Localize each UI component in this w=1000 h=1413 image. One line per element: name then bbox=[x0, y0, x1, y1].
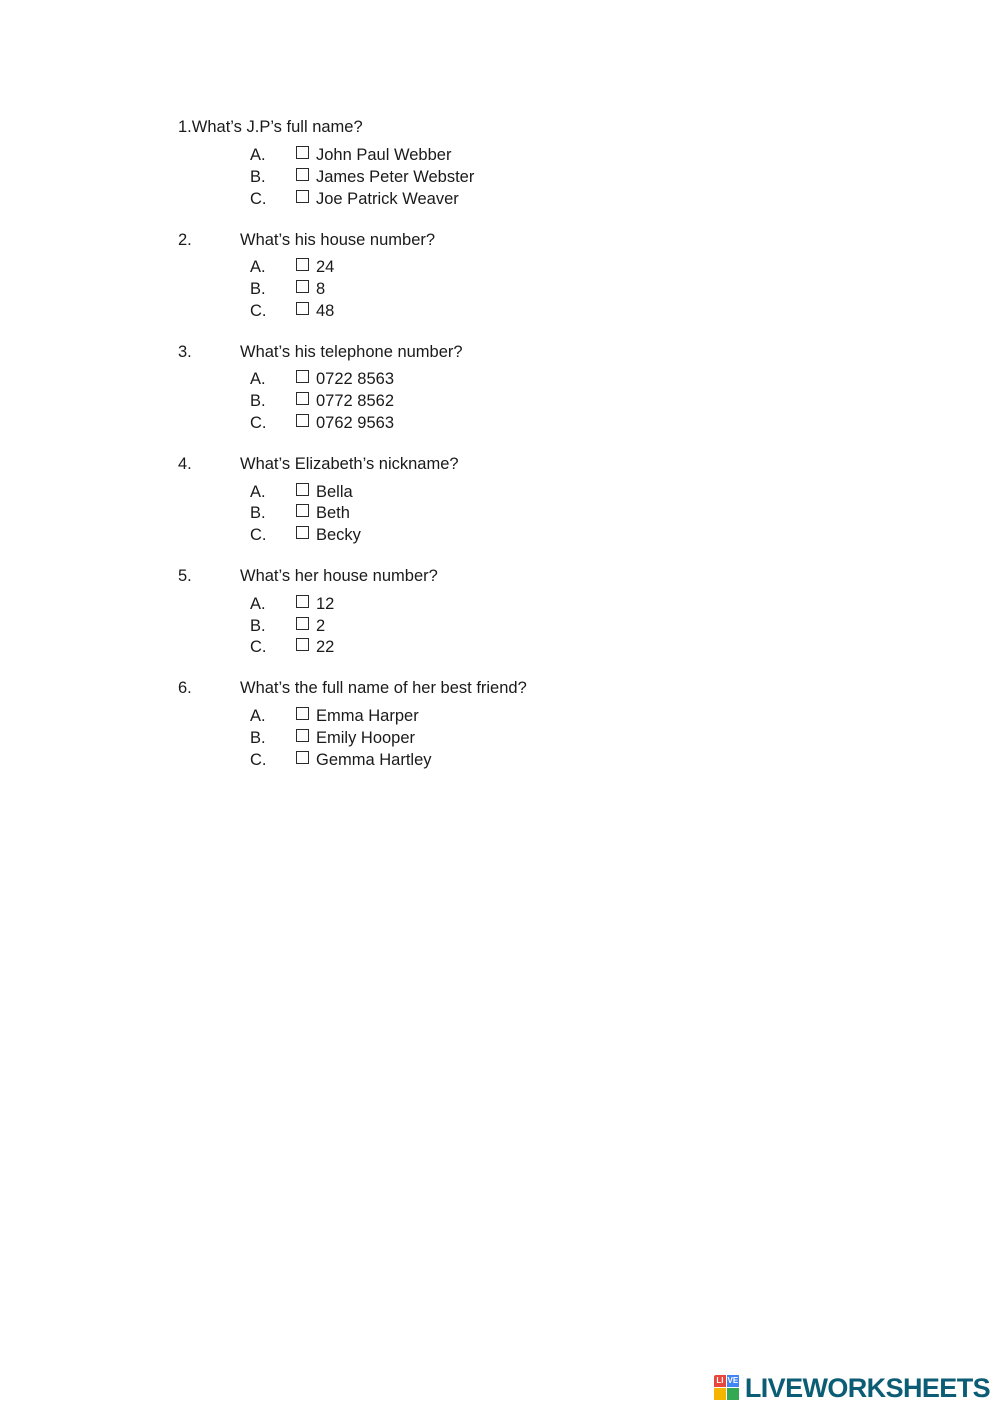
option-letter: A. bbox=[250, 706, 266, 725]
option-text: 0772 8562 bbox=[316, 392, 394, 411]
checkbox-icon[interactable] bbox=[296, 707, 309, 720]
question-block bbox=[178, 677, 878, 771]
checkbox-icon[interactable] bbox=[296, 504, 309, 517]
logo-tile-ve: VE bbox=[727, 1376, 739, 1385]
option-text: James Peter Webster bbox=[316, 168, 475, 187]
option-row[interactable] bbox=[178, 145, 878, 167]
option-text: Bella bbox=[316, 482, 353, 501]
question-text: What’s Elizabeth’s nickname? bbox=[240, 455, 459, 474]
question-text: What’s his house number? bbox=[240, 231, 436, 250]
option-text: Gemma Hartley bbox=[316, 750, 432, 769]
option-letter: C. bbox=[250, 526, 267, 545]
logo-tile-li: LI bbox=[714, 1375, 726, 1387]
option-text: Joe Patrick Weaver bbox=[316, 190, 459, 209]
question-block bbox=[178, 116, 878, 211]
checkbox-icon[interactable] bbox=[296, 617, 309, 630]
option-row[interactable] bbox=[178, 167, 878, 189]
option-row[interactable] bbox=[178, 750, 878, 772]
question-number: 6. bbox=[178, 679, 192, 698]
option-row[interactable] bbox=[178, 706, 878, 728]
option-letter: A. bbox=[250, 482, 266, 501]
option-list bbox=[178, 594, 878, 660]
option-letter: C. bbox=[250, 750, 267, 769]
liveworksheets-logo[interactable] bbox=[714, 1371, 990, 1405]
question-row bbox=[178, 565, 878, 587]
option-row[interactable] bbox=[178, 637, 878, 659]
option-text: 0762 9563 bbox=[316, 414, 394, 433]
checkbox-icon[interactable] bbox=[296, 302, 309, 315]
option-row[interactable] bbox=[178, 257, 878, 279]
option-text: 24 bbox=[316, 258, 335, 277]
option-text: John Paul Webber bbox=[316, 146, 452, 165]
question-number: 2. bbox=[178, 231, 192, 250]
question-row bbox=[178, 677, 878, 699]
option-text: 48 bbox=[316, 302, 335, 321]
option-letter: B. bbox=[250, 504, 266, 523]
option-text: Emma Harper bbox=[316, 706, 419, 725]
question-number: 1. bbox=[178, 118, 192, 136]
checkbox-icon[interactable] bbox=[296, 370, 309, 383]
option-letter: C. bbox=[250, 638, 267, 657]
checkbox-icon[interactable] bbox=[296, 146, 309, 159]
questions-container bbox=[178, 116, 878, 789]
checkbox-icon[interactable] bbox=[296, 638, 309, 651]
option-row[interactable] bbox=[178, 391, 878, 413]
option-text: 8 bbox=[316, 280, 326, 299]
option-letter: B. bbox=[250, 168, 266, 187]
logo-tile-3 bbox=[714, 1388, 726, 1400]
question-text: What’s her house number? bbox=[240, 567, 438, 586]
option-row[interactable] bbox=[178, 189, 878, 211]
option-list bbox=[178, 482, 878, 548]
option-row[interactable] bbox=[178, 525, 878, 547]
checkbox-icon[interactable] bbox=[296, 280, 309, 293]
option-letter: C. bbox=[250, 302, 267, 321]
option-list bbox=[178, 706, 878, 772]
question-number: 3. bbox=[178, 343, 192, 362]
option-text: 22 bbox=[316, 638, 335, 657]
checkbox-icon[interactable] bbox=[296, 258, 309, 271]
option-row[interactable] bbox=[178, 279, 878, 301]
option-letter: C. bbox=[250, 414, 267, 433]
checkbox-icon[interactable] bbox=[296, 595, 309, 608]
option-text: Beth bbox=[316, 504, 350, 523]
checkbox-icon[interactable] bbox=[296, 729, 309, 742]
question-row bbox=[178, 341, 878, 363]
question-text: What’s the full name of her best friend? bbox=[240, 679, 527, 698]
option-row[interactable] bbox=[178, 594, 878, 616]
question-block bbox=[178, 229, 878, 323]
liveworksheets-wordmark: LIVEWORKSHEETS bbox=[744, 1372, 990, 1403]
option-letter: A. bbox=[250, 594, 266, 613]
question-number: 4. bbox=[178, 455, 192, 474]
option-text: Emily Hooper bbox=[316, 728, 416, 747]
question-block bbox=[178, 565, 878, 659]
option-letter: C. bbox=[250, 190, 267, 209]
option-row[interactable] bbox=[178, 413, 878, 435]
question-row bbox=[178, 116, 878, 138]
question-row bbox=[178, 229, 878, 251]
checkbox-icon[interactable] bbox=[296, 392, 309, 405]
option-letter: B. bbox=[250, 280, 266, 299]
option-list bbox=[178, 145, 878, 211]
checkbox-icon[interactable] bbox=[296, 751, 309, 764]
checkbox-icon[interactable] bbox=[296, 190, 309, 203]
option-row[interactable] bbox=[178, 616, 878, 638]
option-text: Becky bbox=[316, 526, 361, 545]
checkbox-icon[interactable] bbox=[296, 414, 309, 427]
checkbox-icon[interactable] bbox=[296, 168, 309, 181]
option-row[interactable] bbox=[178, 301, 878, 323]
option-text: 12 bbox=[316, 594, 335, 613]
option-list bbox=[178, 369, 878, 435]
option-row[interactable] bbox=[178, 728, 878, 750]
question-text: What’s J.P’s full name? bbox=[191, 118, 363, 136]
option-row[interactable] bbox=[178, 503, 878, 525]
option-letter: A. bbox=[250, 146, 266, 165]
option-letter: B. bbox=[250, 728, 266, 747]
option-letter: B. bbox=[250, 616, 266, 635]
checkbox-icon[interactable] bbox=[296, 483, 309, 496]
question-number: 5. bbox=[178, 567, 192, 586]
option-row[interactable] bbox=[178, 369, 878, 391]
question-block bbox=[178, 453, 878, 547]
logo-tile-4 bbox=[727, 1388, 739, 1400]
question-row bbox=[178, 453, 878, 475]
option-text: 2 bbox=[316, 616, 326, 635]
option-letter: A. bbox=[250, 258, 266, 277]
option-text: 0722 8563 bbox=[316, 370, 394, 389]
checkbox-icon[interactable] bbox=[296, 526, 309, 539]
option-row[interactable] bbox=[178, 482, 878, 504]
option-letter: B. bbox=[250, 392, 266, 411]
liveworksheets-logo-icon bbox=[714, 1375, 740, 1401]
question-text: What’s his telephone number? bbox=[240, 343, 463, 362]
option-list bbox=[178, 257, 878, 323]
option-letter: A. bbox=[250, 370, 266, 389]
question-block bbox=[178, 341, 878, 435]
